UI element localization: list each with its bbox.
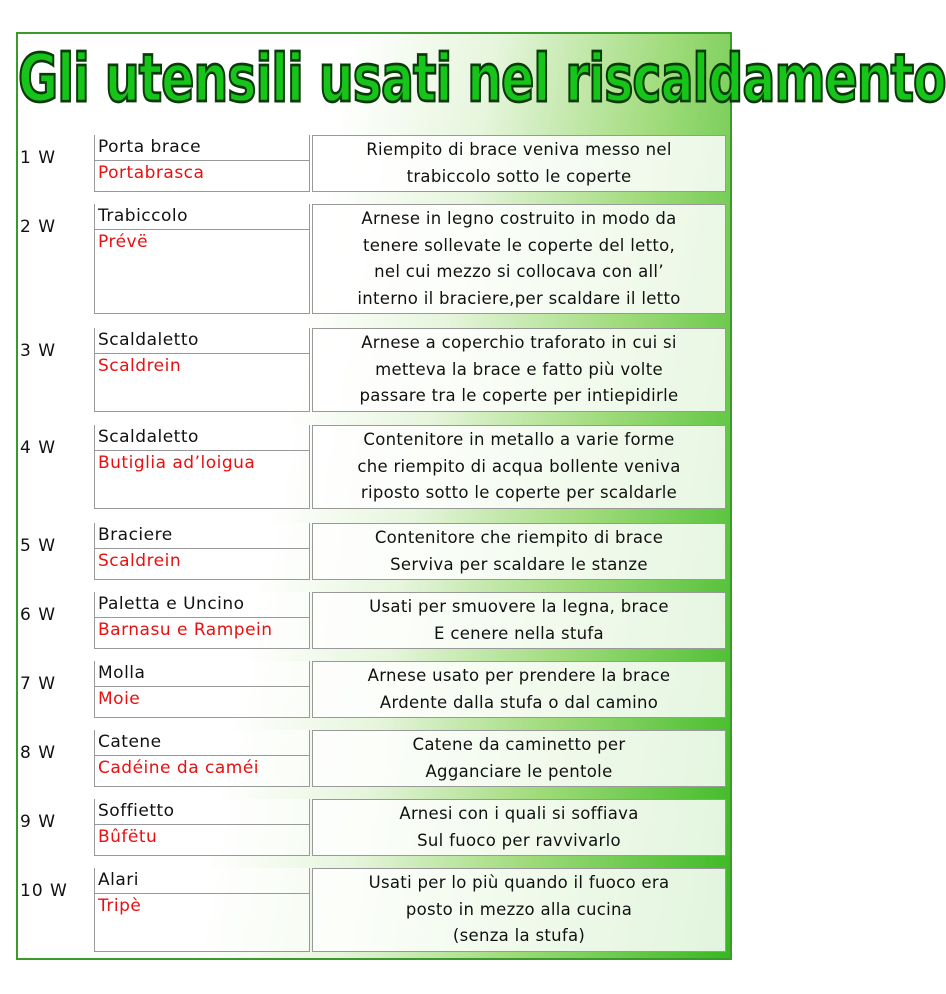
item-names	[94, 523, 310, 580]
italian-name: Braciere	[95, 523, 309, 549]
item-number: 1 W	[20, 148, 57, 168]
item-description	[312, 523, 726, 580]
item-description	[312, 425, 726, 509]
italian-name: Porta brace	[95, 135, 309, 161]
dialect-name: Tripè	[98, 896, 142, 916]
dialect-name: Scaldrein	[98, 551, 182, 571]
item-description	[312, 204, 726, 314]
description-line: Riempito di brace veniva messo nel	[366, 140, 672, 159]
item-number: 3 W	[20, 341, 57, 361]
description-line: Arnese usato per prendere la brace	[367, 666, 671, 685]
description-line: Serviva per scaldare le stanze	[390, 554, 648, 574]
dialect-name: Cadéine da caméi	[98, 758, 260, 778]
item-names	[94, 592, 310, 649]
dialect-name: Barnasu e Rampein	[98, 620, 273, 640]
item-number: 6 W	[20, 605, 57, 625]
item-names	[94, 135, 310, 192]
item-number: 4 W	[20, 438, 57, 458]
item-number: 9 W	[20, 812, 57, 832]
description-line: trabiccolo sotto le coperte	[406, 166, 632, 186]
dialect-name: Scaldrein	[98, 356, 182, 376]
item-names	[94, 730, 310, 787]
dialect-name: Portabrasca	[98, 163, 205, 183]
description-line: Arnese a coperchio traforato in cui si	[361, 333, 677, 352]
item-number: 8 W	[20, 743, 57, 763]
italian-name: Scaldaletto	[95, 425, 309, 451]
italian-name: Scaldaletto	[95, 328, 309, 354]
item-number: 7 W	[20, 674, 57, 694]
italian-name: Paletta e Uncino	[95, 592, 309, 618]
description-line: Arnesi con i quali si soffiava	[399, 804, 639, 823]
item-description	[312, 328, 726, 412]
item-number: 5 W	[20, 536, 57, 556]
dialect-name: Bûfëtu	[98, 827, 158, 847]
italian-name: Molla	[95, 661, 309, 687]
item-description	[312, 661, 726, 718]
description-line: che riempito di acqua bollente veniva	[357, 456, 681, 476]
italian-name: Catene	[95, 730, 309, 756]
description-line: passare tra le coperte per intiepidirle	[359, 386, 679, 405]
description-line: nel cui mezzo si collocava con all’	[374, 262, 664, 281]
item-names	[94, 661, 310, 718]
item-description	[312, 135, 726, 192]
item-names	[94, 204, 310, 314]
item-description	[312, 799, 726, 856]
dialect-name: Prévë	[98, 232, 149, 252]
description-line: Contenitore in metallo a varie forme	[363, 430, 675, 449]
item-names	[94, 799, 310, 856]
description-line: Usati per lo più quando il fuoco era	[368, 873, 670, 892]
item-names	[94, 425, 310, 509]
dialect-name: Butiglia ad’loigua	[98, 453, 256, 473]
description-line: riposto sotto le coperte per scaldarle	[360, 483, 678, 502]
description-line: E cenere nella stufa	[434, 623, 604, 643]
description-line: posto in mezzo alla cucina	[405, 899, 633, 919]
item-names	[94, 328, 310, 412]
description-line: Agganciare le pentole	[425, 761, 613, 781]
description-line: (senza la stufa)	[452, 926, 586, 945]
description-line: Arnese in legno costruito in modo da	[361, 209, 677, 228]
italian-name: Soffietto	[95, 799, 309, 825]
description-line: Ardente dalla stufa o dal camino	[379, 692, 659, 712]
dialect-name: Moie	[98, 689, 141, 709]
item-description	[312, 730, 726, 787]
description-line: Sul fuoco per ravvivarlo	[417, 830, 621, 850]
item-number: 10 W	[20, 881, 68, 901]
page-title: Gli utensili usati nel riscaldamento	[18, 40, 946, 117]
worksheet	[16, 32, 946, 960]
italian-name: Alari	[95, 868, 309, 894]
description-line: Catene da caminetto per	[412, 735, 626, 754]
description-line: interno il braciere,per scaldare il letto	[357, 288, 681, 308]
description-line: Contenitore che riempito di brace	[374, 528, 664, 547]
italian-name: Trabiccolo	[95, 204, 309, 230]
description-line: tenere sollevate le coperte del letto,	[362, 235, 676, 255]
item-number: 2 W	[20, 217, 57, 237]
item-names	[94, 868, 310, 952]
item-description	[312, 868, 726, 952]
description-line: metteva la brace e fatto più volte	[375, 359, 663, 379]
item-description	[312, 592, 726, 649]
description-line: Usati per smuovere la legna, brace	[369, 597, 669, 616]
